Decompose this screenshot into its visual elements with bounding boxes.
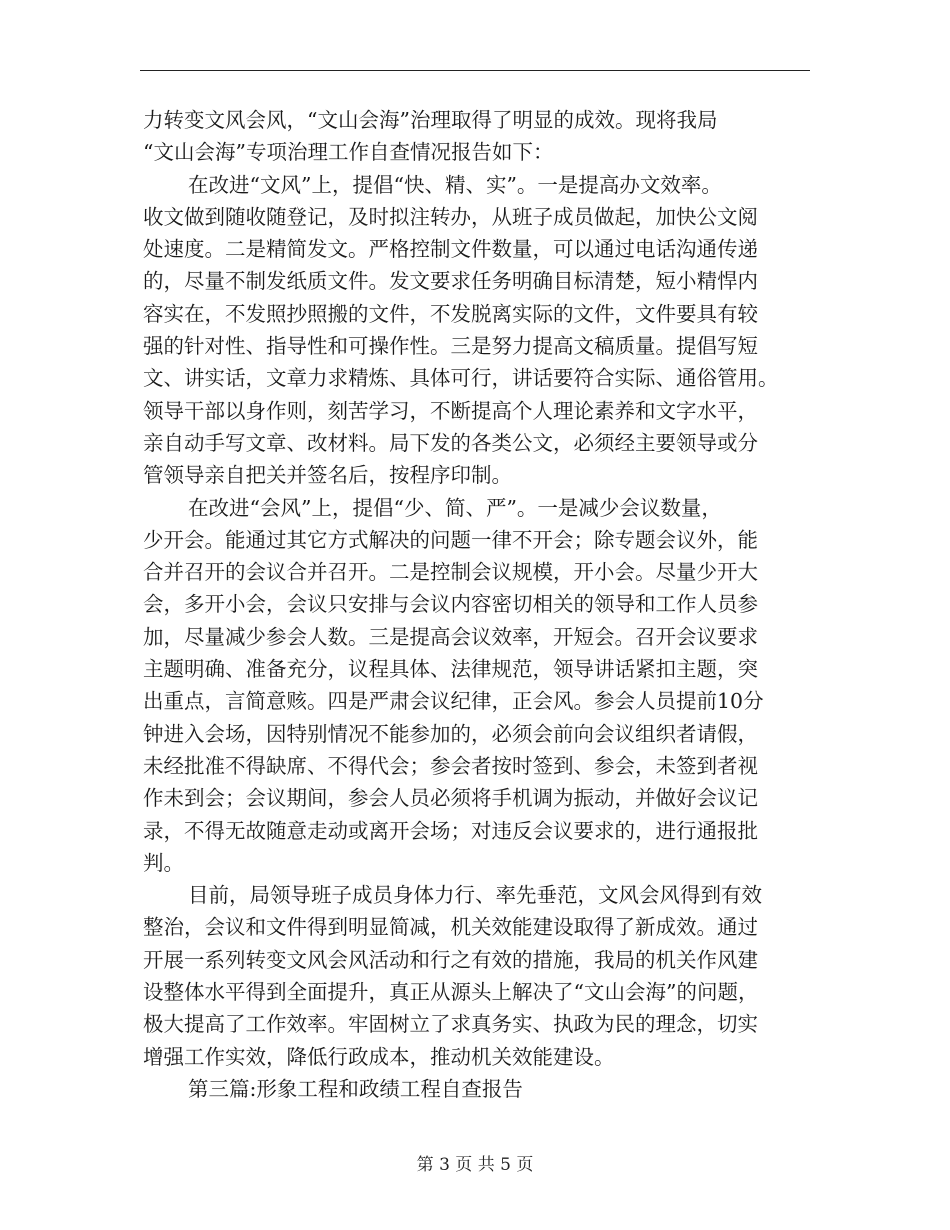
paragraph-line: 少开会。能通过其它方式解决的问题一律不开会；除专题会议外，能: [143, 527, 758, 552]
paragraph-line: 作未到会；会议期间，参会人员必须将手机调为振动，并做好会议记: [143, 786, 758, 811]
paragraph-first-line: 第三篇:形象工程和政绩工程自查报告: [188, 1076, 523, 1101]
paragraph-line: 主题明确、准备充分，议程具体、法律规范，领导讲话紧扣主题，突: [143, 657, 758, 682]
paragraph-line: 极大提高了工作效率。牢固树立了求真务实、执政为民的理念，切实: [143, 1012, 758, 1037]
paragraph-line: 领导干部以身作则，刻苦学习，不断提高个人理论素养和文字水平，: [143, 398, 758, 423]
paragraph-line: 出重点，言简意赅。四是严肃会议纪律，正会风。参会人员提前10分: [143, 689, 764, 714]
paragraph-line: 设整体水平得到全面提升，真正从源头上解决了“文山会海”的问题，: [143, 980, 759, 1005]
paragraph-line: 加，尽量减少参会人数。三是提高会议效率，开短会。召开会议要求: [143, 624, 758, 649]
paragraph-line: 容实在，不发照抄照搬的文件，不发脱离实际的文件，文件要具有较: [143, 301, 758, 326]
paragraph-line: 会，多开小会，会议只安排与会议内容密切相关的领导和工作人员参: [143, 592, 758, 617]
paragraph-line: 的，尽量不制发纸质文件。发文要求任务明确目标清楚，短小精悍内: [143, 269, 758, 294]
paragraph-line: 力转变文风会风，“文山会海”治理取得了明显的成效。现将我局: [143, 108, 718, 132]
paragraph-line: “文山会海”专项治理工作自查情况报告如下：: [143, 140, 554, 165]
document-body: [143, 104, 811, 1105]
paragraph-line: 判。: [143, 850, 184, 875]
paragraph-line: 亲自动手写文章、改材料。局下发的各类公文，必须经主要领导或分: [143, 430, 758, 455]
paragraph-line: 录，不得无故随意走动或离开会场；对违反会议要求的，进行通报批: [143, 818, 758, 843]
paragraph-first-line: 目前，局领导班子成员身体力行、率先垂范，文风会风得到有效: [188, 883, 762, 908]
paragraph-line: 管领导亲自把关并签名后，按程序印制。: [143, 463, 512, 488]
paragraph-first-line: 在改进“文风”上，提倡“快、精、实”。一是提高办文效率。: [188, 172, 722, 197]
paragraph-line: 增强工作实效，降低行政成本，推动机关效能建设。: [143, 1044, 615, 1069]
paragraph-line: 文、讲实话，文章力求精炼、具体可行，讲话要符合实际、通俗管用。: [143, 366, 779, 391]
paragraph-line: 整治，会议和文件得到明显简减，机关效能建设取得了新成效。通过: [143, 915, 758, 940]
paragraph-line: 强的针对性、指导性和可操作性。三是努力提高文稿质量。提倡写短: [143, 334, 758, 359]
paragraph-first-line: 在改进“会风”上，提倡“少、简、严”。一是减少会议数量，: [188, 495, 722, 520]
paragraph-line: 处速度。二是精简发文。严格控制文件数量，可以通过电话沟通传递: [143, 237, 758, 262]
paragraph-line: 未经批准不得缺席、不得代会；参会者按时签到、参会，未签到者视: [143, 753, 758, 778]
paragraph-line: 开展一系列转变文风会风活动和行之有效的措施，我局的机关作风建: [143, 947, 758, 972]
page-number: 第 3 页 共 5 页: [416, 1155, 534, 1175]
paragraph-line: 合并召开的会议合并召开。二是控制会议规模，开小会。尽量少开大: [143, 560, 758, 585]
header-rule: [140, 70, 810, 71]
paragraph-line: 收文做到随收随登记，及时拟注转办，从班子成员做起，加快公文阅: [143, 204, 758, 229]
paragraph-line: 钟进入会场，因特别情况不能参加的，必须会前向会议组织者请假，: [143, 721, 758, 746]
